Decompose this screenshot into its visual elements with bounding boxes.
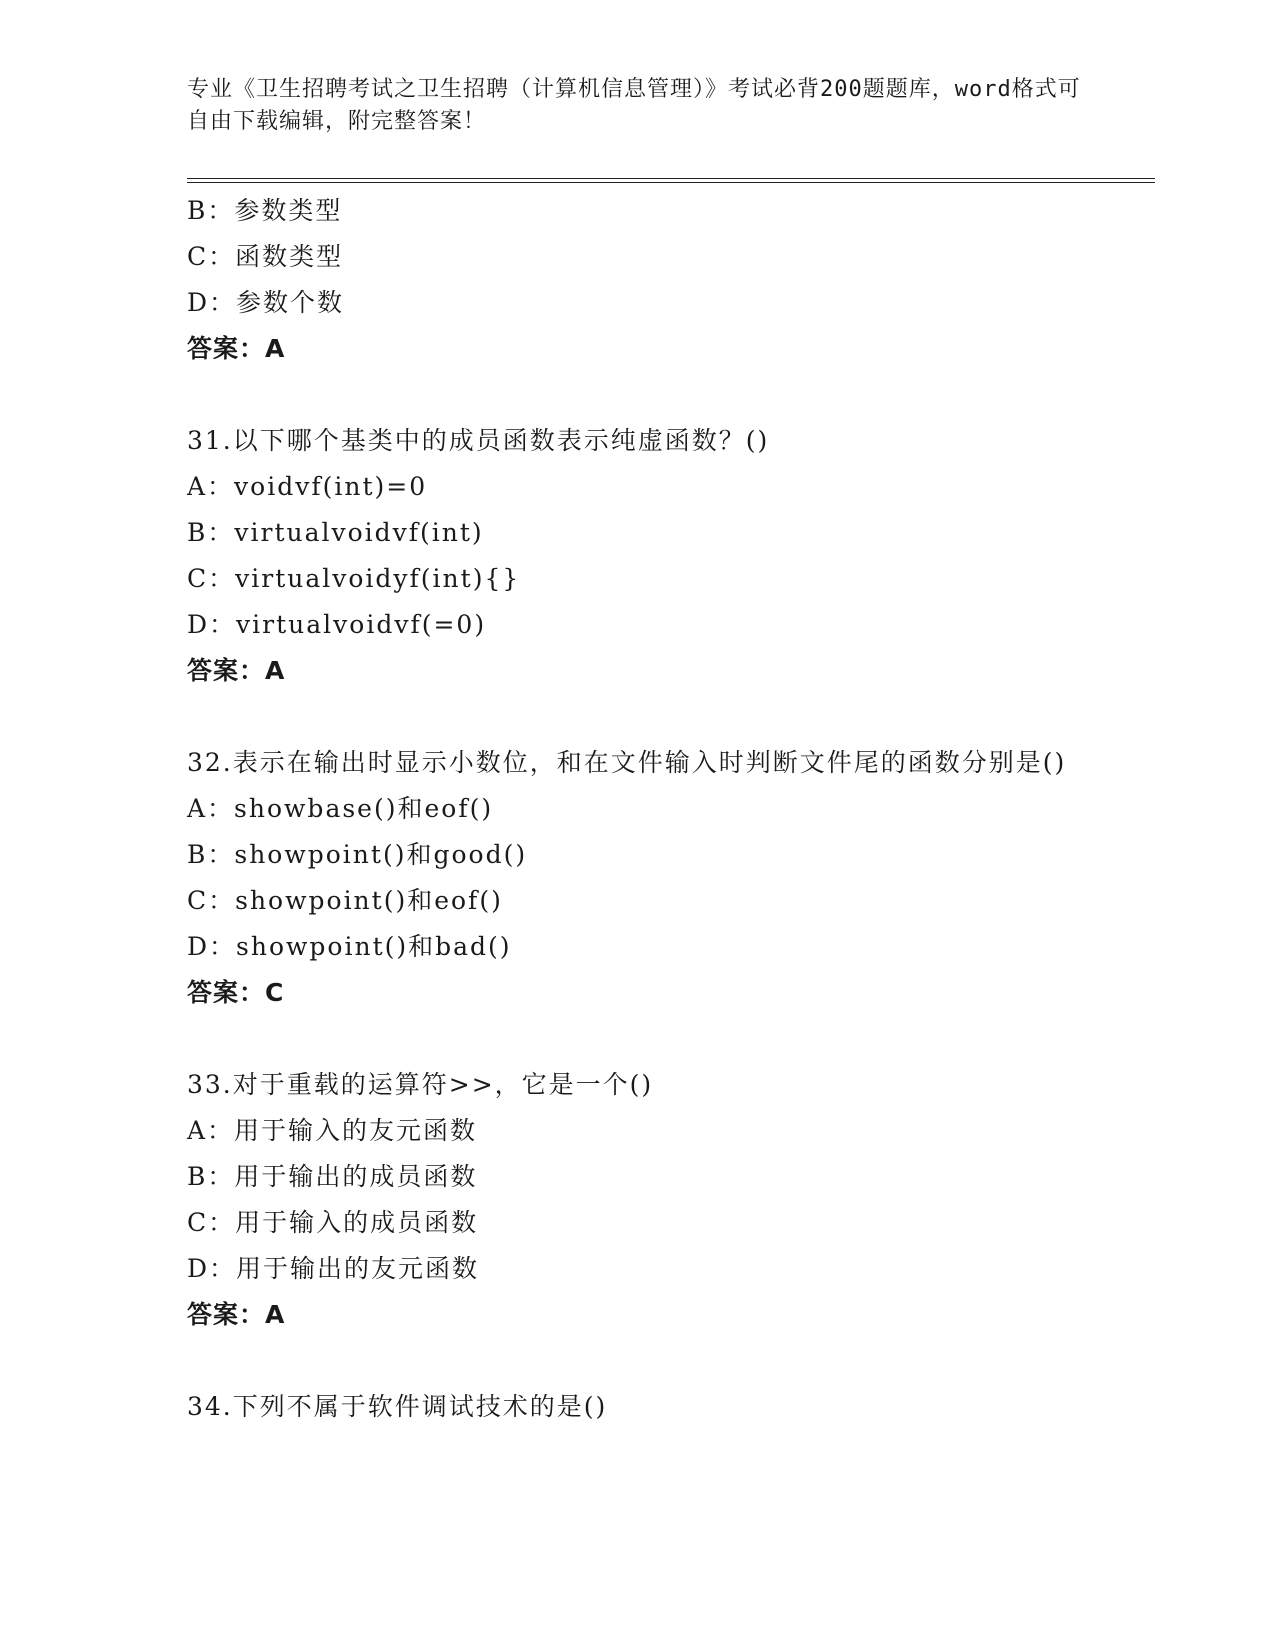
question-32	[187, 740, 1087, 1016]
spacer	[187, 694, 1087, 740]
option-a: A：showbase()和eof()	[187, 794, 494, 823]
option-c: C：函数类型	[187, 242, 344, 271]
option-a: A：voidvf(int)=0	[187, 472, 428, 501]
spacer	[187, 1338, 1087, 1384]
option-c: C：用于输入的成员函数	[187, 1208, 479, 1237]
option-c: C：virtualvoidyf(int){}	[187, 564, 521, 593]
spacer	[187, 1016, 1087, 1062]
question-stem: 34.下列不属于软件调试技术的是()	[187, 1392, 608, 1421]
option-d: D：参数个数	[187, 288, 345, 317]
answer-line: 答案：A	[187, 1300, 286, 1329]
document-content	[187, 188, 1087, 1430]
option-b: B：showpoint()和good()	[187, 840, 528, 869]
question-stem: 31.以下哪个基类中的成员函数表示纯虚函数？()	[187, 426, 770, 455]
question-stem: 32.表示在输出时显示小数位，和在文件输入时判断文件尾的函数分别是()	[187, 748, 1067, 777]
option-d: D：virtualvoidvf(=0)	[187, 610, 487, 639]
answer-line: 答案：C	[187, 978, 285, 1007]
option-d: D：showpoint()和bad()	[187, 932, 512, 961]
option-b: B：virtualvoidvf(int)	[187, 518, 484, 547]
page-header: 专业《卫生招聘考试之卫生招聘（计算机信息管理）》考试必背200题题库，word格式可自由下载编辑，附完整答案！	[187, 77, 1081, 134]
question-33	[187, 1062, 1087, 1338]
option-b: B：用于输出的成员函数	[187, 1162, 478, 1191]
header-rule	[187, 178, 1155, 183]
question-34	[187, 1384, 1087, 1430]
option-b: B：参数类型	[187, 196, 343, 225]
option-a: A：用于输入的友元函数	[187, 1116, 478, 1145]
answer-line: 答案：A	[187, 334, 286, 363]
question-31	[187, 418, 1087, 694]
option-c: C：showpoint()和eof()	[187, 886, 503, 915]
question-30-continued	[187, 188, 1087, 372]
option-d: D：用于输出的友元函数	[187, 1254, 480, 1283]
answer-line: 答案：A	[187, 656, 286, 685]
spacer	[187, 372, 1087, 418]
question-stem: 33.对于重载的运算符>>，它是一个()	[187, 1070, 654, 1099]
